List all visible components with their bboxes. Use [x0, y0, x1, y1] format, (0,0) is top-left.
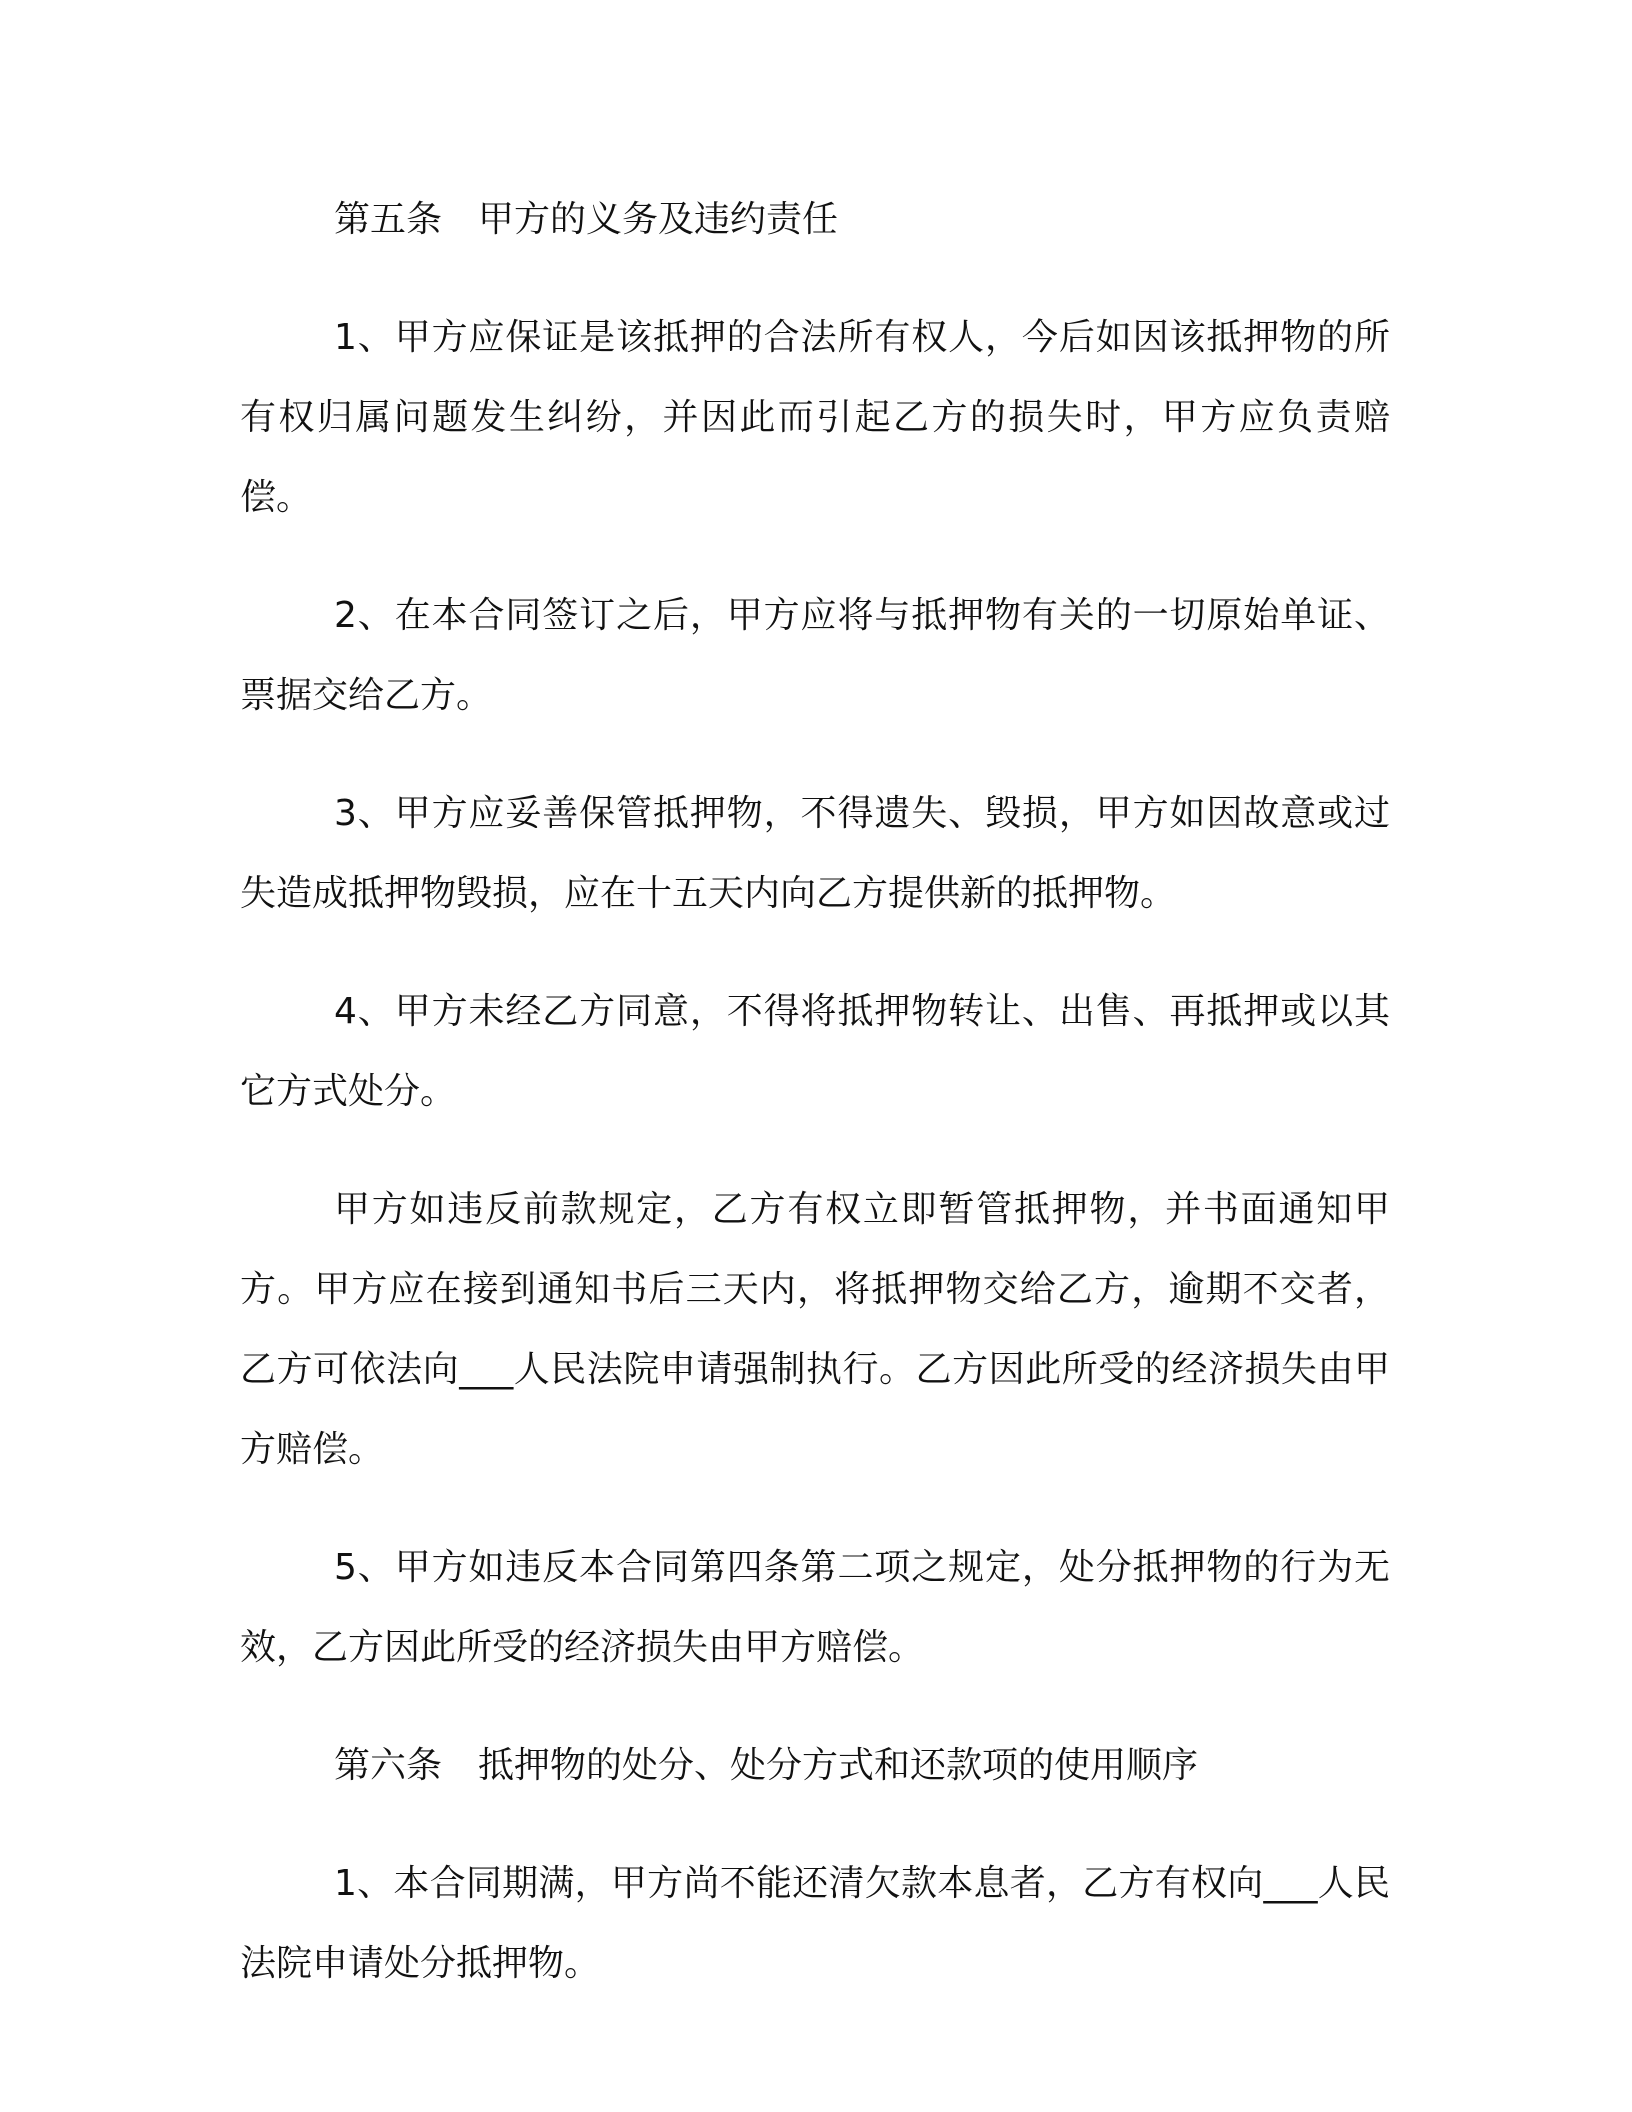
article-5-item-4-breach-clause: 甲方如违反前款规定，乙方有权立即暂管抵押物，并书面通知甲方。甲方应在接到通知书后三天内，将抵押物交给乙方，逾期不交者，乙方可依法向___人民法院申请强制执行。乙方因此所受的经济损失由甲方赔偿。 [240, 1189, 1390, 1470]
article-5-item-5: 5、甲方如违反本合同第四条第二项之规定，处分抵押物的行为无效，乙方因此所受的经济损失由甲方赔偿。 [240, 1547, 1390, 1668]
document-body [240, 180, 1390, 2042]
article-6-item-1: 1、本合同期满，甲方尚不能还清欠款本息者，乙方有权向___人民法院申请处分抵押物。 [240, 1863, 1390, 1984]
article-6-heading: 第六条 抵押物的处分、处分方式和还款项的使用顺序 [334, 1745, 1199, 1786]
article-5-item-3: 3、甲方应妥善保管抵押物，不得遗失、毁损，甲方如因故意或过失造成抵押物毁损，应在十五天内向乙方提供新的抵押物。 [240, 793, 1390, 914]
article-5-item-1: 1、甲方应保证是该抵押的合法所有权人，今后如因该抵押物的所有权归属问题发生纠纷，并因此而引起乙方的损失时，甲方应负责赔偿。 [240, 317, 1390, 518]
article-5-item-4: 4、甲方未经乙方同意，不得将抵押物转让、出售、再抵押或以其它方式处分。 [240, 991, 1390, 1112]
article-5-item-2: 2、在本合同签订之后，甲方应将与抵押物有关的一切原始单证、票据交给乙方。 [240, 595, 1390, 716]
article-5-heading: 第五条 甲方的义务及违约责任 [334, 199, 839, 240]
